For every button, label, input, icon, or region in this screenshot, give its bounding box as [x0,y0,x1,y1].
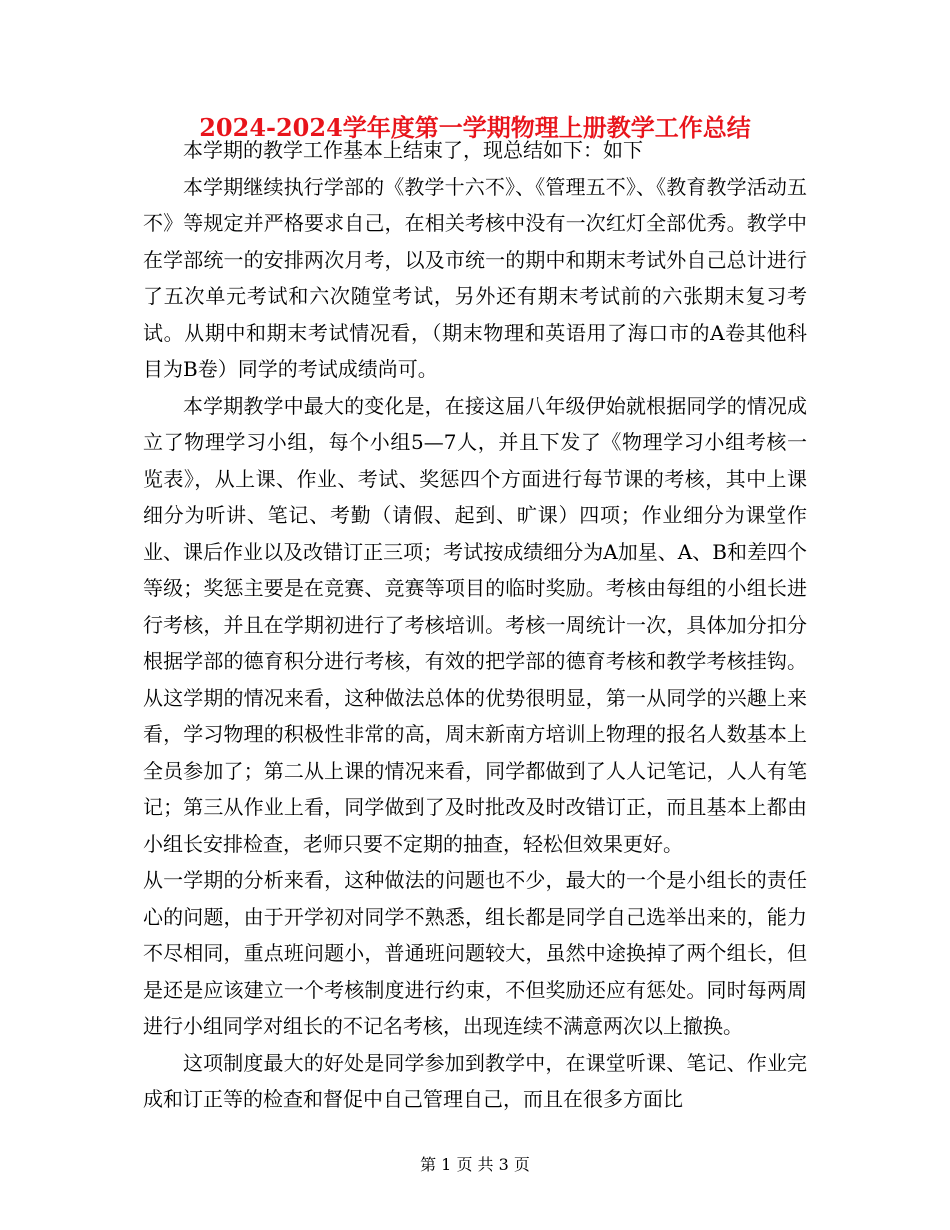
page-number-footer: 第 1 页 共 3 页 [420,1155,530,1174]
paragraph-benefits: 这项制度最大的好处是同学参加到教学中，在课堂听课、笔记、作业完成和订正等的检查和督促中自己管理自己，而且在很多方面比 [143,1050,807,1111]
paragraph-problems: 从一学期的分析来看，这种做法的问题也不少，最大的一个是小组长的责任心的问题，由于开学初对同学不熟悉，组长都是同学自己选举出来的，能力不尽相同，重点班问题小，普通班问题较大，虽然中途换掉了两个组长，但是还是应该建立一个考核制度进行约束，不但奖励还应有惩处。同时每两周进行小组同学对组长的不记名考核，出现连续不满意两次以上撤换。 [143,868,807,1038]
paragraph-study-groups: 本学期教学中最大的变化是，在接这届八年级伊始就根据同学的情况成立了物理学习小组，每个小组5—7人，并且下发了《物理学习小组考核一览表》，从上课、作业、考试、奖惩四个方面进行每节课的考核，其中上课细分为听讲、笔记、考勤（请假、起到、旷课）四项；作业细分为课堂作业、课后作业以及改错订正三项；考试按成绩细分为A加星、A、B和差四个等级；奖惩主要是在竞赛、竞赛等项目的临时奖励。考核由每组的小组长进行考核，并且在学期初进行了考核培训。考核一周统计一次，具体加分扣分根据学部的德育积分进行考核，有效的把学部的德育考核和教学考核挂钩。从这学期的情况来看，这种做法总体的优势很明显，第一从同学的兴趣上来看，学习物理的积极性非常的高，周末新南方培训上物理的报名人数基本上全员参加了；第二从上课的情况来看，同学都做到了人人记笔记，人人有笔记；第三从作业上看，同学做到了及时批改及时改错订正，而且基本上都由小组长安排检查，老师只要不定期的抽查，轻松但效果更好。 [143,393,807,856]
document-body [143,132,807,1118]
document-title: 2024-2024学年度第一学期物理上册教学工作总结 [199,113,751,142]
paragraph-intro: 本学期的教学工作基本上结束了，现总结如下：如下 [183,138,643,162]
paragraph-rules: 本学期继续执行学部的《教学十六不》、《管理五不》、《教育教学活动五不》等规定并严格要求自己，在相关考核中没有一次红灯全部优秀。教学中在学部统一的安排两次月考，以及市统一的期中和期末考试外自己总计进行了五次单元考试和六次随堂考试，另外还有期末考试前的六张期末复习考试。从期中和期末考试情况看，（期末物理和英语用了海口市的A卷其他科目为B卷）同学的考试成绩尚可。 [143,174,807,381]
